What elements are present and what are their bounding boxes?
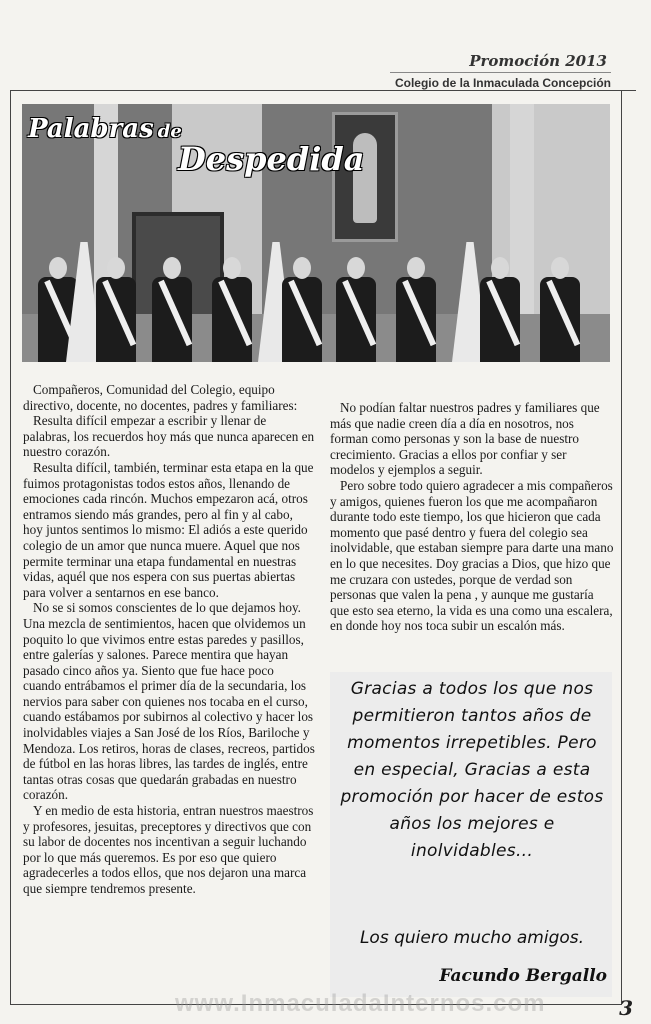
- title-word-despedida: Despedida: [178, 140, 365, 178]
- student: [538, 257, 582, 362]
- school-name: Colegio de la Inmaculada Concepción: [394, 76, 611, 90]
- promotion-label: Promoción 2013: [469, 52, 607, 70]
- left-column: [23, 382, 315, 897]
- student: [150, 257, 194, 362]
- article-title: [28, 114, 365, 178]
- paragraph: No se si somos conscientes de lo que dejamos hoy. Una mezcla de sentimientos, hacen que olvidemos un poquito lo que vivimos entre estas paredes y pasillos, entre galerías y salones. Parece mentira que hayan pasado cinco años ya. Siento que fue hace poco cuando entrábamos el primer día de la secundaria, los nervios para saber con quienes nos tocaba en el curso, cuando estábamos por subirnos al colectivo y hacer los inolvidables viajes a San José de los Ríos, Bariloche y Mendoza. Los retiros, horas de clases, recreos, partidos de fútbol en las horas libres, las tardes de inglés, entre tantas otras cosas que quedarán grabadas en nuestro corazón.: [23, 600, 315, 803]
- handwritten-quote: Gracias a todos los que nos permitieron tantos años de momentos irrepetibles. Pero en especial, Gracias a esta promoción por hacer de estos años los mejores e inolvidables...: [340, 679, 604, 861]
- right-column: [330, 400, 614, 634]
- page-number: 3: [619, 996, 633, 1020]
- title-word-palabras: Palabras: [28, 114, 154, 144]
- title-word-de: de: [157, 121, 182, 142]
- header-rule: [390, 72, 611, 73]
- student: [334, 257, 378, 362]
- paragraph: Y en medio de esta historia, entran nuestros maestros y profesores, jesuitas, preceptores y directivos que con su labor de docentes nos incentivan a seguir luchando por lo que más queremos. Es por eso que quiero agradecerles a todos ellos, que nos dejaron una marca que siempre tendremos presente.: [23, 803, 314, 896]
- student: [94, 257, 138, 362]
- paragraph: Compañeros, Comunidad del Colegio, equipo directivo, docente, no docentes, padres y familiares:: [23, 382, 298, 413]
- frame-tick: [622, 90, 636, 91]
- quote-closing: Los quiero mucho amigos.: [359, 928, 585, 948]
- group-photo: [22, 104, 610, 362]
- paragraph: Resulta difícil empezar a escribir y llenar de palabras, los recuerdos hoy más que nunca aparecen en nuestro corazón.: [23, 413, 315, 460]
- student: [394, 257, 438, 362]
- student: [478, 257, 522, 362]
- paragraph: Resulta difícil, también, terminar esta etapa en la que fuimos protagonistas todos estos años, llenando de emociones cada rincón. Muchos empezaron acá, otros entramos siendo más grandes, pero al fin y al cabo, hoy juntos sentimos lo mismo: El adiós a este querido colegio de un amor que nunca muere. Aquel que nos permite terminar una etapa fundamental en nuestras vidas, aquél que nos espera con sus puertas abiertas para volver a sentarnos en ese banco.: [23, 459, 314, 600]
- paragraph: Pero sobre todo quiero agradecer a mis compañeros y amigos, quienes fueron los que me acompañaron durante todo este tiempo, los que hicieron que cada momento que pasé dentro y fuera del colegio sea inolvidable, que estaban siempre para darte una mano en lo que necesites. Doy gracias a Dios, que hizo que me cruzara con ustedes, porque de verdad son personas que valen la pena , y aunque me gustaría que esto sea eterno, la vida es una como una escalera, en donde hoy nos toca subir un escalón más.: [330, 477, 614, 634]
- student: [280, 257, 324, 362]
- paragraph: No podían faltar nuestros padres y familiares que más que nadie creen día a día en nosotros, nos forman como personas y son la base de nuestro crecimiento. Gracias a ellos por confiar y ser modelos y ejemplos a seguir.: [330, 400, 600, 478]
- student: [210, 257, 254, 362]
- author-signature: Facundo Bergallo: [439, 966, 607, 986]
- site-watermark: www.InmaculadaInternos.com: [175, 990, 546, 1017]
